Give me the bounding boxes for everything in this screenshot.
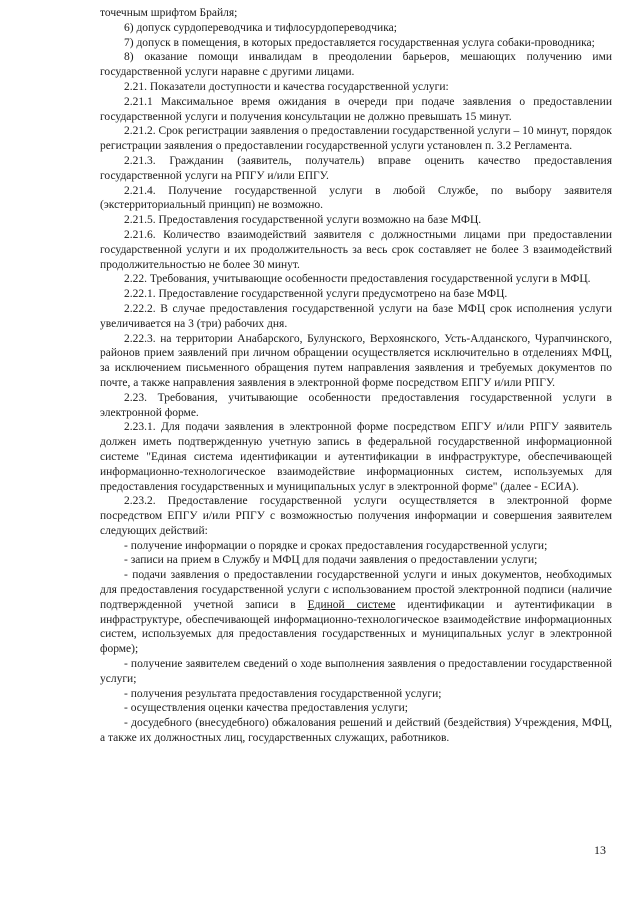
list-item-status-info: - получение заявителем сведений о ходе выполнения заявления о предоставлении государственной услуги; [100, 658, 612, 685]
page-number: 13 [594, 843, 606, 857]
paragraph-2-22-2: 2.22.2. В случае предоставления государственной услуги на базе МФЦ срок исполнения услуги увеличивается на 3 (три) рабочих дня. [100, 302, 612, 330]
list-item-appointment: - записи на прием в Службу и МФЦ для подачи заявления о предоставлении услуги; [124, 554, 538, 567]
list-item-application-submission [100, 568, 612, 657]
paragraph-2-21-1: 2.21.1 Максимальное время ожидания в очереди при подаче заявления о предоставлении государственной услуги и получения консультации не должно превышать 15 минут. [100, 95, 612, 123]
underlined-term: Единой системе [307, 598, 396, 611]
section-heading-2-23: 2.23. Требования, учитывающие особенности предоставления государственной услуги в электронной форме. [100, 391, 612, 419]
paragraph-2-21-5: 2.21.5. Предоставления государственной услуги возможно на базе МФЦ. [124, 214, 482, 227]
paragraph-2-21-3: 2.21.3. Гражданин (заявитель, получатель) вправе оценить качество предоставления государственной услуги на РПГУ и/или ЕПГУ. [100, 154, 612, 182]
paragraph-2-21-4: 2.21.4. Получение государственной услуги в любой Службе, по выбору заявителя (экстерриториальный принцип) не возможно. [100, 184, 612, 212]
paragraph-2-22-1: 2.22.1. Предоставление государственной услуги предусмотрено на базе МФЦ. [124, 288, 508, 301]
paragraph-2-22-3: 2.22.3. на территории Анабарского, Булунского, Верхоянского, Усть-Алданского, Чурапчинского, районов прием заявлений при личном обращении осуществляется исключительно в отделениях МФЦ, за исключением письменного обращения путем направления заявления и требуемых документов по почте, а также направления заявления в электронной форме посредством ЕПГУ и/или РПГУ. [100, 332, 612, 389]
section-heading-2-22: 2.22. Требования, учитывающие особенности предоставления государственной услуги в МФЦ. [124, 273, 591, 286]
paragraph-2-21-2: 2.21.2. Срок регистрации заявления о предоставлении государственной услуги – 10 минут, порядок регистрации заявления о предоставлении государственной услуги установлен п. 3.2 Регламента. [100, 125, 612, 153]
paragraph-2-23-1: 2.23.1. Для подачи заявления в электронной форме посредством ЕПГУ и/или РПГУ заявитель должен иметь подтвержденную учетную запись в федеральной государственной информационной системе "Единая система идентификации и аутентификации в инфраструктуре, обеспечивающей информационно-технологическое взаимодействие информационных систем, используемых для предоставления государственных и муниципальных услуг в электронной форме" (далее - ЕСИА). [100, 421, 612, 493]
list-item-appeal: - досудебного (внесудебного) обжалования решений и действий (бездействия) Учреждения, МФЦ, а также их должностных лиц, государственных служащих, работников. [100, 717, 612, 745]
section-heading-2-21: 2.21. Показатели доступности и качества государственной услуги: [124, 80, 449, 93]
list-item-application-text-b: идентификации и аутентификации в инфраструктуре, обеспечивающей информационно-технологическое взаимодействие информационных систем, используемых для предоставления государственных и муниципальных услуг в электронной форме); [100, 598, 613, 656]
list-item-guide-dog: 7) допуск в помещения, в которых предоставляется государственная услуга собаки-проводника; [124, 36, 595, 49]
list-item-quality-rating: - осуществления оценки качества предоставления услуги; [124, 702, 408, 715]
paragraph-braille: точечным шрифтом Брайля; [100, 7, 238, 19]
paragraph-2-21-6: 2.21.6. Количество взаимодействий заявителя с должностными лицами при предоставлении государственной услуги и их продолжительность за весь срок составляет не более 3 взаимодействий продолжительностью не более 30 минут. [100, 228, 612, 271]
list-item-assistance: 8) оказание помощи инвалидам в преодолении барьеров, мешающих получению ими государственной услуги наравне с другими лицами. [100, 51, 612, 79]
list-item-application-text-a: - подачи заявления о предоставлении государственной услуги и иных документов, необходимых для предоставления государственной услуги с использованием простой электронной подписи (наличие подтвержденной учетной записи в [100, 569, 612, 611]
list-item-info: - получение информации о порядке и сроках предоставления государственной услуги; [124, 539, 548, 552]
paragraph-2-23-2: 2.23.2. Предоставление государственной услуги осуществляется в электронной форме посредством ЕПГУ и/или РПГУ с возможностью получения информации и совершения заявителем следующих действий: [100, 495, 612, 537]
document-body [100, 6, 612, 746]
list-item-sign-language-interpreter: 6) допуск сурдопереводчика и тифлосурдопереводчика; [124, 21, 397, 34]
list-item-result: - получения результата предоставления государственной услуги; [124, 687, 442, 700]
